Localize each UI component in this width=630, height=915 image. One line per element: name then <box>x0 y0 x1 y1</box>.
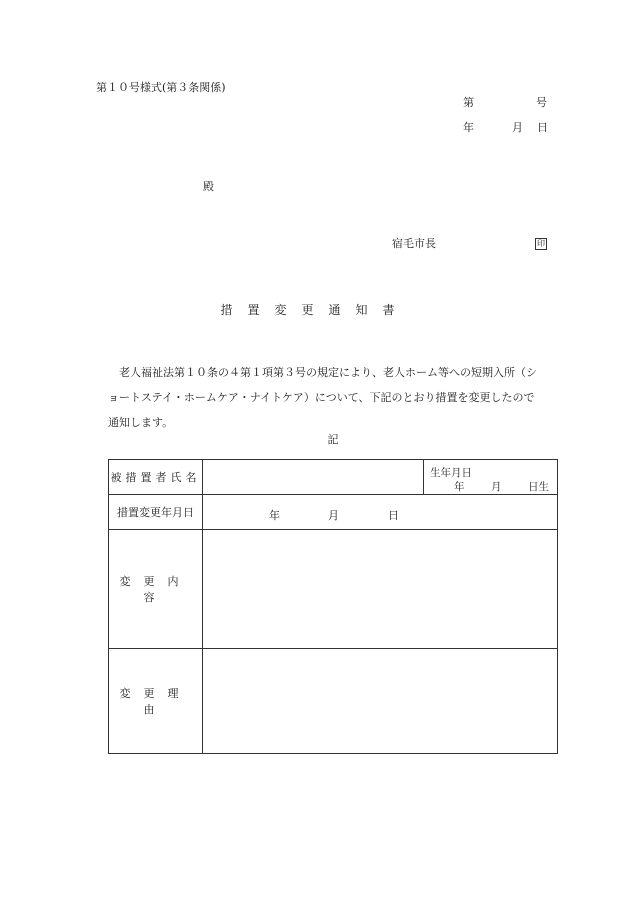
body-paragraph <box>108 360 568 435</box>
name-label: 被措置者氏名 <box>109 460 203 495</box>
change-year: 年 <box>269 509 280 522</box>
ki-heading: 記 <box>327 433 339 446</box>
doc-number-suffix: 号 <box>536 96 547 109</box>
issuer-name: 宿毛市長 <box>392 237 436 250</box>
dob-label: 生年月日 <box>430 467 472 479</box>
reason-label: 変更理由 <box>109 649 203 754</box>
table-row <box>109 649 558 754</box>
reason-field[interactable] <box>203 649 558 754</box>
seal-icon: 印 <box>537 239 545 248</box>
body-line: 通知します。 <box>108 416 174 429</box>
doc-date-day: 日 <box>537 121 548 134</box>
doc-date-month: 月 <box>512 121 523 134</box>
doc-date-year: 年 <box>463 121 474 134</box>
document-title: 措置変更通知書 <box>220 303 410 317</box>
form-number: 第１０号様式(第３条関係) <box>96 81 226 94</box>
change-day: 日 <box>388 509 399 522</box>
table-row <box>109 495 558 530</box>
dob-month: 月 <box>491 481 502 493</box>
change-month: 月 <box>328 509 339 522</box>
body-line: ョートステイ・ホームケア・ナイトケア）について、下記のとおり措置を変更したので <box>108 391 535 404</box>
dob-cell[interactable] <box>424 460 558 495</box>
doc-number-prefix: 第 <box>463 96 474 109</box>
document-number <box>463 96 547 109</box>
table-row <box>109 530 558 649</box>
change-date-field[interactable] <box>203 495 558 530</box>
table-row <box>109 460 558 495</box>
content-label: 変更内容 <box>109 530 203 649</box>
notice-table <box>108 459 558 754</box>
change-date-label: 措置変更年月日 <box>109 495 203 530</box>
dob-day: 日生 <box>528 481 549 493</box>
recipient-honorific: 殿 <box>203 180 214 193</box>
name-field[interactable] <box>203 460 424 495</box>
dob-year: 年 <box>454 481 465 493</box>
body-line: 老人福祉法第１０条の４第１項第３号の規定により、老人ホーム等への短期入所（シ <box>108 366 537 379</box>
content-field[interactable] <box>203 530 558 649</box>
